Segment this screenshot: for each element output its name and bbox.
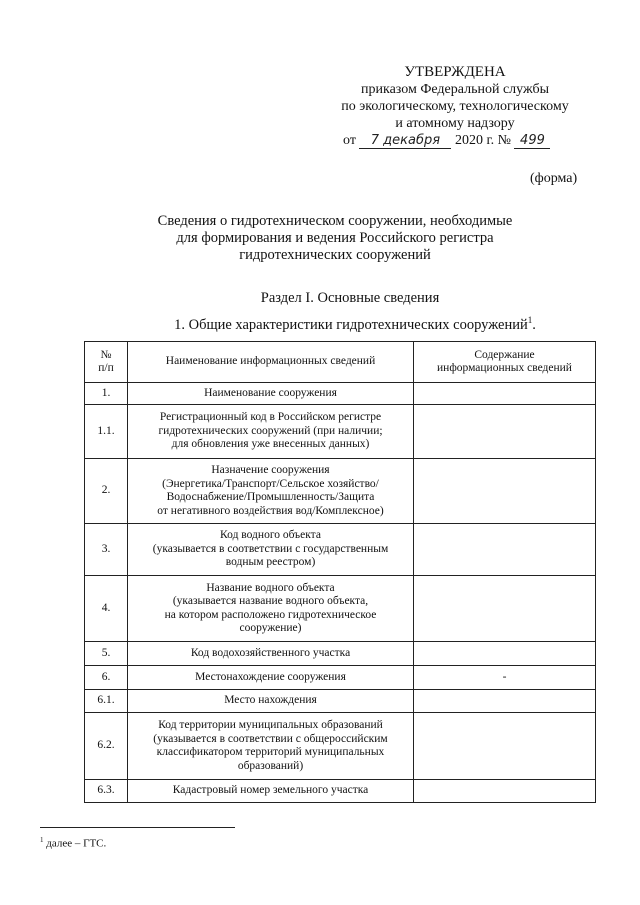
row-number: 4.: [85, 576, 128, 642]
row-number: 1.: [85, 383, 128, 405]
row-name-line: гидротехнических сооружений (при наличии;: [158, 424, 383, 437]
row-name: [128, 459, 414, 524]
handwritten-date: 7 декабря: [359, 133, 451, 149]
table-row: [85, 690, 596, 713]
header-number-line-1: №: [100, 348, 112, 361]
subsection-heading-text: 1. Общие характеристики гидротехнических сооружений: [174, 316, 528, 333]
row-name-line: на котором расположено гидротехническое: [164, 608, 377, 621]
row-number: 3.: [85, 524, 128, 576]
row-name-line: Код водного объекта: [220, 529, 321, 542]
handwritten-order-number: 499: [514, 133, 550, 149]
table-header-row: [85, 342, 596, 383]
row-content: [414, 713, 596, 780]
row-name: [128, 666, 414, 690]
row-name-line: (указывается название водного объекта,: [172, 595, 369, 607]
row-name: [128, 383, 414, 405]
row-number: 6.2.: [85, 713, 128, 780]
row-number: 6.1.: [85, 690, 128, 713]
row-content: [414, 405, 596, 459]
form-label: (форма): [530, 171, 578, 186]
characteristics-table: [84, 341, 596, 803]
row-name-line: (указывается в соответствии с государственным: [152, 542, 389, 555]
row-name-line: Код территории муниципальных образований: [158, 719, 383, 731]
approval-date-line: [343, 133, 623, 149]
row-name: [128, 524, 414, 576]
row-number: 2.: [85, 459, 128, 524]
row-content: [414, 780, 596, 803]
footnote-mark: 1: [40, 836, 44, 844]
approval-block: [300, 64, 610, 132]
row-number: 6.3.: [85, 780, 128, 803]
title-line-2: для формирования и ведения Российского регистра: [176, 230, 494, 246]
row-name: [128, 690, 414, 713]
row-name-line: классификатором территорий муниципальных: [156, 746, 385, 758]
row-number: 1.1.: [85, 405, 128, 459]
header-number-line-2: п/п: [98, 362, 114, 374]
row-name-line: Кадастровый номер земельного участка: [172, 784, 369, 797]
row-content: [414, 524, 596, 576]
table-row: [85, 405, 596, 459]
header-content: [414, 342, 596, 383]
table-row: [85, 780, 596, 803]
row-name: [128, 713, 414, 780]
footnote-divider: [40, 827, 235, 828]
row-name: [128, 780, 414, 803]
section-heading: Раздел I. Основные сведения: [260, 290, 440, 306]
footnote-text: далее – ГТС.: [43, 837, 107, 850]
row-name-line: (указывается в соответствии с общероссийским: [153, 732, 388, 745]
footnote-reference: 1: [527, 315, 533, 325]
row-content: [414, 642, 596, 666]
approval-line-2: приказом Федеральной службы: [361, 82, 549, 97]
header-number: [85, 342, 128, 383]
row-content: -: [414, 666, 596, 690]
row-name-line: Регистрационный код в Российском регистре: [159, 411, 382, 424]
row-content: [414, 383, 596, 405]
row-name: [128, 405, 414, 459]
footnote: [40, 836, 106, 850]
row-content: [414, 459, 596, 524]
row-name-line: Местонахождение сооружения: [195, 670, 346, 683]
title-line-3: гидротехнических сооружений: [239, 247, 431, 263]
row-name: [128, 576, 414, 642]
table-row: [85, 666, 596, 690]
approval-line-4: и атомному надзору: [395, 116, 515, 131]
subsection-heading: 1. Общие характеристики гидротехнических сооружений$^1$.: [174, 315, 536, 333]
table-row: [85, 576, 596, 642]
row-content: [414, 576, 596, 642]
table-row: [85, 713, 596, 780]
row-content: [414, 690, 596, 713]
row-name-line: Наименование сооружения: [204, 386, 337, 399]
table-row: [85, 383, 596, 405]
row-name-line: для обновления уже внесенных данных): [171, 438, 370, 451]
table-row: [85, 524, 596, 576]
row-name-line: Место нахождения: [224, 694, 317, 707]
title-line-1: Сведения о гидротехническом сооружении, необходимые: [157, 213, 513, 229]
approval-title: УТВЕРЖДЕНА: [404, 64, 506, 80]
row-name-line: Водоснабжение/Промышленность/Защита: [166, 491, 375, 503]
row-name-line: Название водного объекта: [206, 581, 335, 594]
date-year: 2020 г. №: [454, 133, 511, 148]
row-name-line: водным реестром): [225, 556, 316, 569]
date-prefix: от: [343, 133, 356, 148]
row-name: [128, 642, 414, 666]
header-content-line-2: информационных сведений: [437, 362, 572, 374]
table-body: [85, 383, 596, 803]
table-row: [85, 459, 596, 524]
header-name: Наименование информационных сведений: [128, 342, 414, 383]
row-name-line: сооружение): [239, 622, 302, 634]
document-title: [120, 213, 550, 264]
row-number: 6.: [85, 666, 128, 690]
row-name-line: Назначение сооружения: [211, 464, 330, 476]
row-name-line: Код водохозяйственного участка: [190, 646, 351, 659]
row-name-line: образований): [237, 759, 304, 772]
header-content-line-1: Содержание: [474, 348, 535, 361]
table-row: [85, 642, 596, 666]
approval-line-3: по экологическому, технологическому: [341, 99, 569, 114]
row-number: 5.: [85, 642, 128, 666]
row-name-line: (Энергетика/Транспорт/Сельское хозяйство/: [162, 477, 379, 490]
row-name-line: от негативного воздействия вод/Комплексное): [157, 504, 384, 517]
